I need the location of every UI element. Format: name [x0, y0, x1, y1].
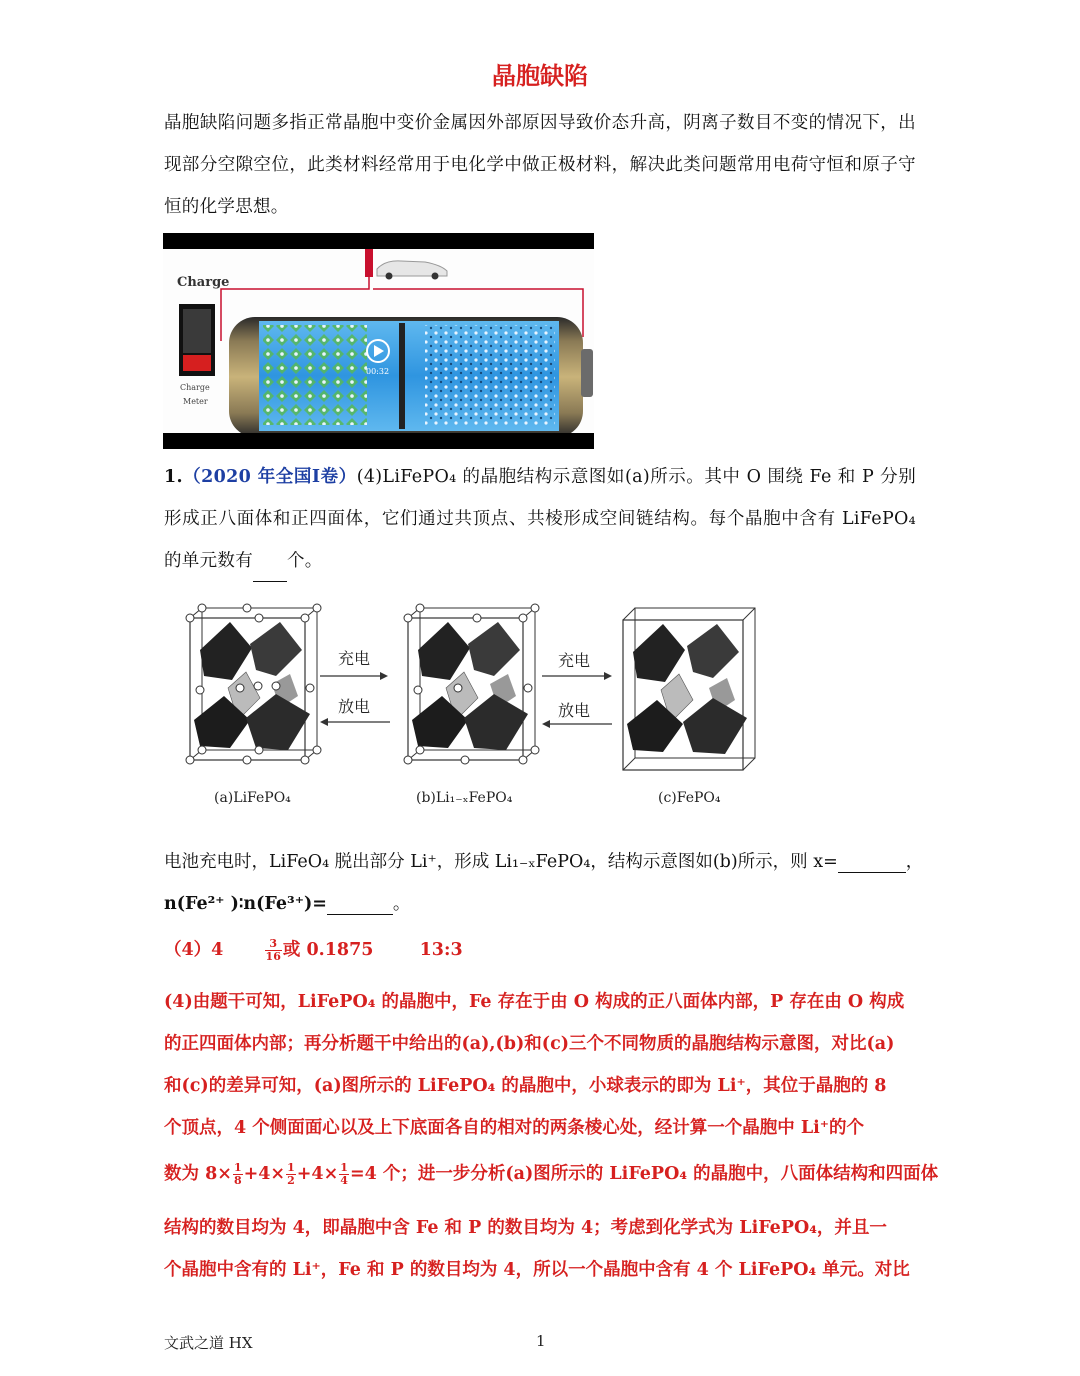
- footer-author: 文武之道 HX: [164, 1334, 253, 1352]
- question-text: (4)LiFePO₄ 的晶胞结构示意图如(a)所示。其中 O 围绕 Fe 和 P 分别形成正八面体和正四面体，它们通过共顶点、共棱形成空间链结构。每个晶胞中含有 LiFePO₄ 的单元数有: [164, 467, 916, 571]
- unit-cell-a: [186, 604, 321, 764]
- question-part2-line1: [164, 848, 923, 873]
- explanation-calc-line: 数为 8× $\frac{1}{8}$ +4× $\frac{1}{2}$ +4× $\frac{1}{4}$ =4 个；进一步分析(a)图所示的 LiFePO₄ 的晶胞中，八面体结构和四面体: [164, 1161, 939, 1187]
- answer-part: （4）4: [164, 940, 224, 960]
- question-1: [164, 456, 916, 582]
- video-player[interactable]: [163, 233, 594, 449]
- footer-page-number: 1: [536, 1332, 546, 1350]
- charge-label: Charge: [177, 275, 230, 290]
- question-number: 1.: [164, 467, 183, 487]
- explanation-line-3: 和(c)的差异可知，(a)图所示的 LiFePO₄ 的晶胞中，小球表示的即为 Li⁺，其位于晶胞的 8: [164, 1076, 887, 1096]
- charger-plug-icon: [365, 249, 373, 277]
- arrow-label-bottom-left: 放电: [338, 697, 371, 716]
- unit-cell-b: [404, 604, 539, 764]
- page-title: 晶胞缺陷: [492, 61, 588, 90]
- crystal-structure-figure: [180, 600, 770, 815]
- question-part2-comma: ，: [905, 852, 924, 872]
- charge-meter-label-1: Charge: [180, 383, 210, 392]
- arrow-label-top-right: 充电: [558, 651, 591, 670]
- answer-blank-1: [253, 563, 287, 582]
- explanation-line-1: (4)由题干可知，LiFePO₄ 的晶胞中，Fe 存在于由 O 构成的正八面体内部，P 存在由 O 构成: [164, 992, 905, 1012]
- video-frame: [163, 249, 594, 433]
- explanation-line-2: 的正四面体内部；再分析题干中给出的(a),(b)和(c)三个不同物质的晶胞结构示意图，对比(a): [164, 1034, 895, 1054]
- question-source: （2020 年全国Ⅰ卷）: [182, 467, 357, 487]
- question-part2-line2: [164, 890, 410, 915]
- unit-cell-c: [623, 608, 755, 770]
- question-part2-period: 。: [392, 894, 411, 914]
- question-suffix: 个。: [287, 551, 323, 571]
- battery-illustration: [163, 249, 594, 433]
- caption-a: (a)LiFePO₄: [214, 790, 291, 806]
- arrow-label-top-left: 充电: [338, 649, 371, 668]
- explanation-line-5: 结构的数目均为 4，即晶胞中含 Fe 和 P 的数目均为 4；考虑到化学式为 LiFePO₄，并且一: [164, 1218, 887, 1238]
- caption-c: (c)FePO₄: [658, 790, 721, 806]
- charge-meter-label-2: Meter: [183, 397, 208, 406]
- explanation-line-6: 个晶胞中含有的 Li⁺，Fe 和 P 的数目均为 4，所以一个晶胞中含有 4 个 LiFePO₄ 单元。对比: [164, 1260, 910, 1280]
- explanation-line-4: 个顶点，4 个侧面面心以及上下底面各自的相对的两条棱心处，经计算一个晶胞中 Li⁺的个: [164, 1118, 865, 1138]
- answer-line: [164, 936, 463, 963]
- question-part2-ratio-text: n(Fe²⁺ )∶n(Fe³⁺)=: [164, 894, 327, 914]
- intro-paragraph: 晶胞缺陷问题多指正常晶胞中变价金属因外部原因导致价态升高，阴离子数目不变的情况下，出现部分空隙空位，此类材料经常用于电化学中做正极材料，解决此类问题常用电荷守恒和原子守恒的化学思想。: [164, 113, 916, 217]
- answer-ratio: 13:3: [419, 940, 463, 960]
- answer-fraction: $\frac{3}{16}$: [265, 937, 281, 963]
- caption-b: (b)Li₁₋ₓFePO₄: [416, 790, 513, 806]
- video-timestamp: 00:32: [366, 367, 390, 376]
- arrow-label-bottom-right: 放电: [558, 701, 591, 720]
- answer-alt: 或 0.1875: [282, 940, 374, 960]
- answer-blank-x: [838, 854, 906, 873]
- answer-blank-ratio: [327, 896, 393, 915]
- question-part2-text: 电池充电时，LiFeO₄ 脱出部分 Li⁺，形成 Li₁₋ₓFePO₄，结构示意图如(b)所示，则 x=: [164, 852, 838, 872]
